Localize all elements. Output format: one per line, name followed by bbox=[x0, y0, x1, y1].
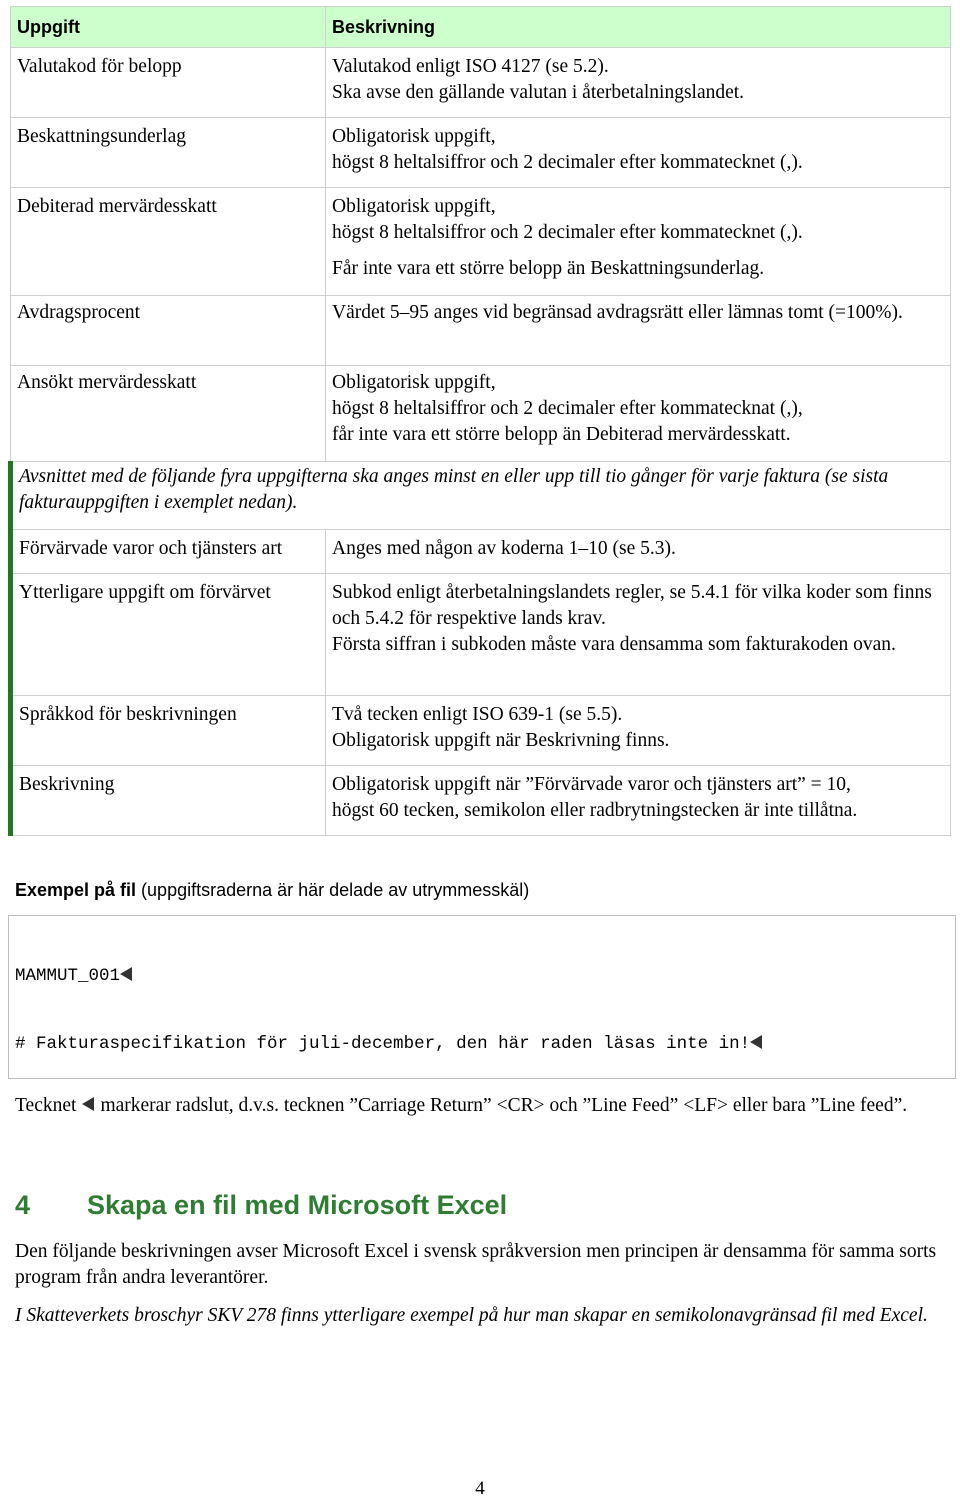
field-name: Debiterad mervärdesskatt bbox=[11, 188, 326, 296]
table-row bbox=[11, 530, 951, 574]
section-note-row bbox=[11, 462, 951, 530]
chapter-heading bbox=[15, 1190, 507, 1221]
table-row bbox=[11, 696, 951, 766]
header-field: Uppgift bbox=[11, 7, 326, 48]
field-name: Ytterligare uppgift om förvärvet bbox=[11, 574, 326, 696]
description-line: Obligatorisk uppgift när ”Förvärvade varor och tjänsters art” = 10, bbox=[332, 774, 851, 795]
chapter-number: 4 bbox=[15, 1190, 31, 1220]
field-name: Valutakod för belopp bbox=[11, 48, 326, 118]
code-text: # Fakturaspecifikation för juli-december, den här raden läsas inte in! bbox=[15, 1033, 751, 1054]
table-row bbox=[11, 766, 951, 836]
table-header-row bbox=[11, 7, 951, 48]
field-description bbox=[326, 188, 951, 296]
table-row bbox=[11, 188, 951, 296]
field-description bbox=[326, 118, 951, 188]
description-line: Obligatorisk uppgift, bbox=[332, 126, 496, 147]
page-number: 4 bbox=[475, 1478, 485, 1499]
end-marker-note bbox=[15, 1093, 950, 1119]
header-description: Beskrivning bbox=[326, 7, 951, 48]
left-triangle-icon bbox=[82, 1097, 94, 1111]
chapter-paragraph: Den följande beskrivningen avser Microsoft Excel i svensk språkversion men principen är densamma för samma sorts program från andra leverantörer. bbox=[15, 1241, 937, 1288]
example-heading bbox=[15, 880, 529, 901]
description-line: Valutakod enligt ISO 4127 (se 5.2). bbox=[332, 56, 609, 77]
field-name: Språkkod för beskrivningen bbox=[11, 696, 326, 766]
description-line: Ska avse den gällande valutan i återbetalningslandet. bbox=[332, 82, 745, 103]
note-text: markerar radslut, d.v.s. tecknen ”Carriage Return” <CR> och ”Line Feed” <LF> eller bara ”Line feed”. bbox=[100, 1095, 908, 1116]
description-line: Subkod enligt återbetalningslandets regler, se 5.4.1 för vilka koder som finns och 5.4.2 för respektive lands krav. bbox=[332, 582, 932, 629]
field-description bbox=[326, 530, 951, 574]
field-description bbox=[326, 366, 951, 462]
description-line: Obligatorisk uppgift, bbox=[332, 372, 496, 393]
table-row bbox=[11, 574, 951, 696]
chapter-title: Skapa en fil med Microsoft Excel bbox=[87, 1190, 508, 1220]
example-file-code bbox=[8, 915, 956, 1079]
code-line bbox=[15, 1033, 949, 1056]
field-description bbox=[326, 766, 951, 836]
left-triangle-icon bbox=[120, 967, 132, 981]
description-line: Värdet 5–95 anges vid begränsad avdragsrätt eller lämnas tomt (=100%). bbox=[332, 302, 903, 323]
description-line: högst 60 tecken, semikolon eller radbrytningstecken är inte tillåtna. bbox=[332, 800, 858, 821]
description-line: Obligatorisk uppgift när Beskrivning finns. bbox=[332, 730, 670, 751]
description-line: högst 8 heltalsiffror och 2 decimaler efter kommatecknet (,). bbox=[332, 222, 803, 243]
field-description bbox=[326, 296, 951, 366]
code-line bbox=[15, 965, 949, 988]
example-heading-rest: (uppgiftsraderna är här delade av utrymmesskäl) bbox=[136, 880, 530, 900]
description-line: får inte vara ett större belopp än Debiterad mervärdesskatt. bbox=[332, 424, 791, 445]
field-description bbox=[326, 48, 951, 118]
table-row bbox=[11, 48, 951, 118]
field-spec-table bbox=[8, 6, 951, 836]
chapter-paragraph-italic: I Skatteverkets broschyr SKV 278 finns ytterligare exempel på hur man skapar en semikolonavgränsad fil med Excel. bbox=[15, 1305, 928, 1326]
field-name: Beskattningsunderlag bbox=[11, 118, 326, 188]
description-line: Anges med någon av koderna 1–10 (se 5.3). bbox=[332, 538, 676, 559]
table-row bbox=[11, 118, 951, 188]
description-line: högst 8 heltalsiffror och 2 decimaler efter kommatecknet (,). bbox=[332, 152, 803, 173]
example-heading-bold: Exempel på fil bbox=[15, 880, 137, 900]
field-name: Avdragsprocent bbox=[11, 296, 326, 366]
left-triangle-icon bbox=[750, 1035, 762, 1049]
description-line: Obligatorisk uppgift, bbox=[332, 196, 496, 217]
field-name: Ansökt mervärdesskatt bbox=[11, 366, 326, 462]
field-name: Beskrivning bbox=[11, 766, 326, 836]
table-row bbox=[11, 366, 951, 462]
field-description bbox=[326, 696, 951, 766]
description-line: Får inte vara ett större belopp än Beskattningsunderlag. bbox=[332, 258, 765, 279]
description-line: Två tecken enligt ISO 639-1 (se 5.5). bbox=[332, 704, 623, 725]
description-line: Första siffran i subkoden måste vara densamma som fakturakoden ovan. bbox=[332, 634, 896, 655]
table-row bbox=[11, 296, 951, 366]
field-name: Förvärvade varor och tjänsters art bbox=[11, 530, 326, 574]
code-text: MAMMUT_001 bbox=[15, 966, 121, 986]
field-description bbox=[326, 574, 951, 696]
description-line: högst 8 heltalsiffror och 2 decimaler efter kommatecknat (,), bbox=[332, 398, 803, 419]
note-text: Tecknet bbox=[15, 1095, 77, 1116]
section-note: Avsnittet med de följande fyra uppgifterna ska anges minst en eller upp till tio gånger för varje faktura (se sista fakturauppgiften i exemplet nedan). bbox=[11, 462, 951, 530]
